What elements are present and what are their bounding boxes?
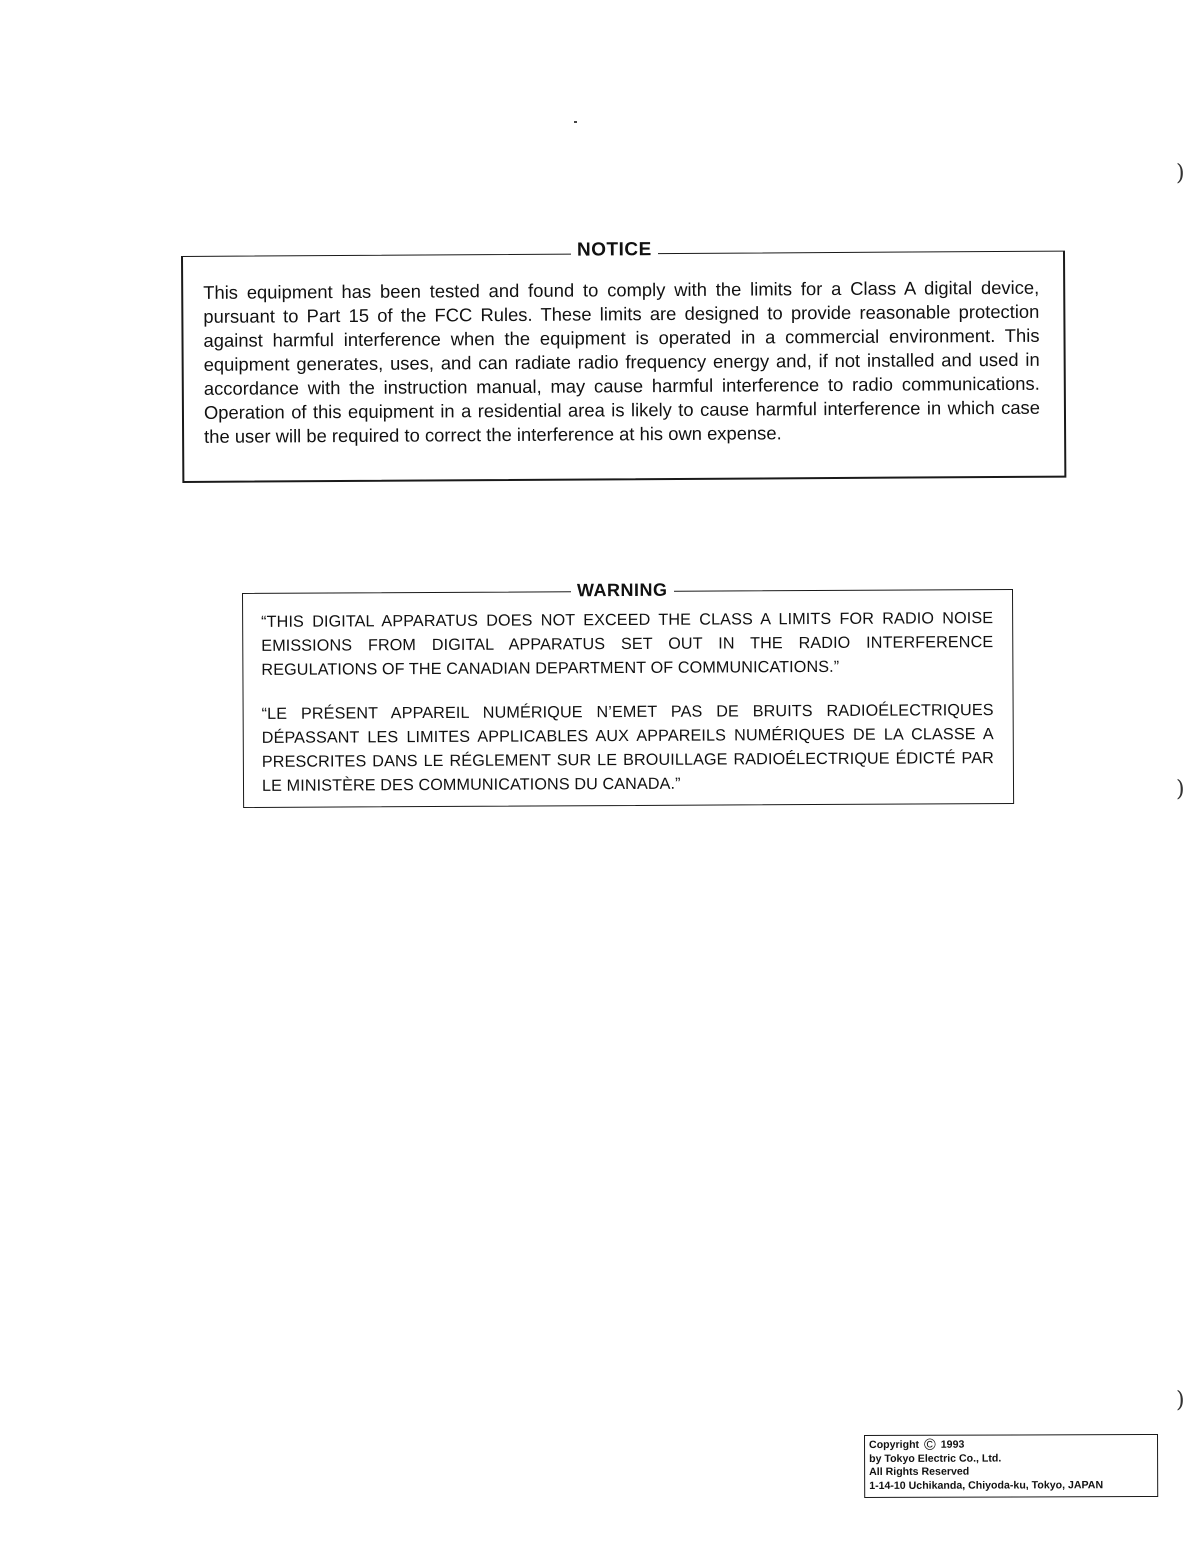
copyright-line [869, 1438, 1153, 1452]
notice-body: This equipment has been tested and found to comply with the limits for a Class A digital device, pursuant to Part 15 of the FCC Rules. These limits are designed to provide reasonable protection against harmful interference when the equipment is operated in a commercial environment. This equipment generates, uses, and can radiate radio frequency energy and, if not installed and used in accordance with the instruction manual, may cause harmful interference to radio communications. Operation of this equipment in a residential area is likely to cause harmful interference in which case the user will be required to correct the interference at his own expense. [203, 276, 1041, 447]
scan-mark-middle: ) [1176, 777, 1185, 802]
warning-english-text: “THIS DIGITAL APPARATUS DOES NOT EXCEED THE CLASS A LIMITS FOR RADIO NOISE EMISSIONS FROM DIGITAL APPARATUS SET OUT IN THE RADIO INTERFERENCE REGULATIONS OF THE CANADIAN DEPARTMENT OF COMMUNICATIONS.” [261, 609, 994, 679]
scan-mark-bottom: ) [1176, 1388, 1185, 1413]
notice-title: NOTICE [571, 239, 658, 262]
warning-box [242, 579, 1014, 808]
warning-french-text: “LE PRÉSENT APPAREIL NUMÉRIQUE N’EMET PAS DE BRUITS RADIOÉLECTRIQUES DÉPASSANT LES LIMITES APPLICABLES AUX APPAREILS NUMÉRIQUES DE LA CLASSE A PRESCRITES DANS LE RÉGLEMENT SUR LE BROUILLAGE RADIOÉLECTRIQUE ÉDICTÉ PAR LE MINISTÈRE DES COMMUNICATIONS DU CANADA.” [261, 701, 994, 795]
scan-mark-top: ) [1176, 161, 1185, 186]
copyright-company: by Tokyo Electric Co., Ltd. [869, 1452, 1002, 1465]
notice-box [181, 239, 1066, 483]
copyright-symbol-icon: © [923, 1436, 936, 1454]
copyright-year: 1993 [940, 1438, 965, 1451]
copyright-address: 1-14-10 Uchikanda, Chiyoda-ku, Tokyo, JAPAN [869, 1478, 1104, 1492]
copyright-rights: All Rights Reserved [869, 1465, 970, 1478]
warning-title: WARNING [571, 579, 674, 602]
scan-speck [574, 121, 577, 123]
copyright-box [864, 1434, 1158, 1498]
copyright-label: Copyright [869, 1438, 920, 1451]
